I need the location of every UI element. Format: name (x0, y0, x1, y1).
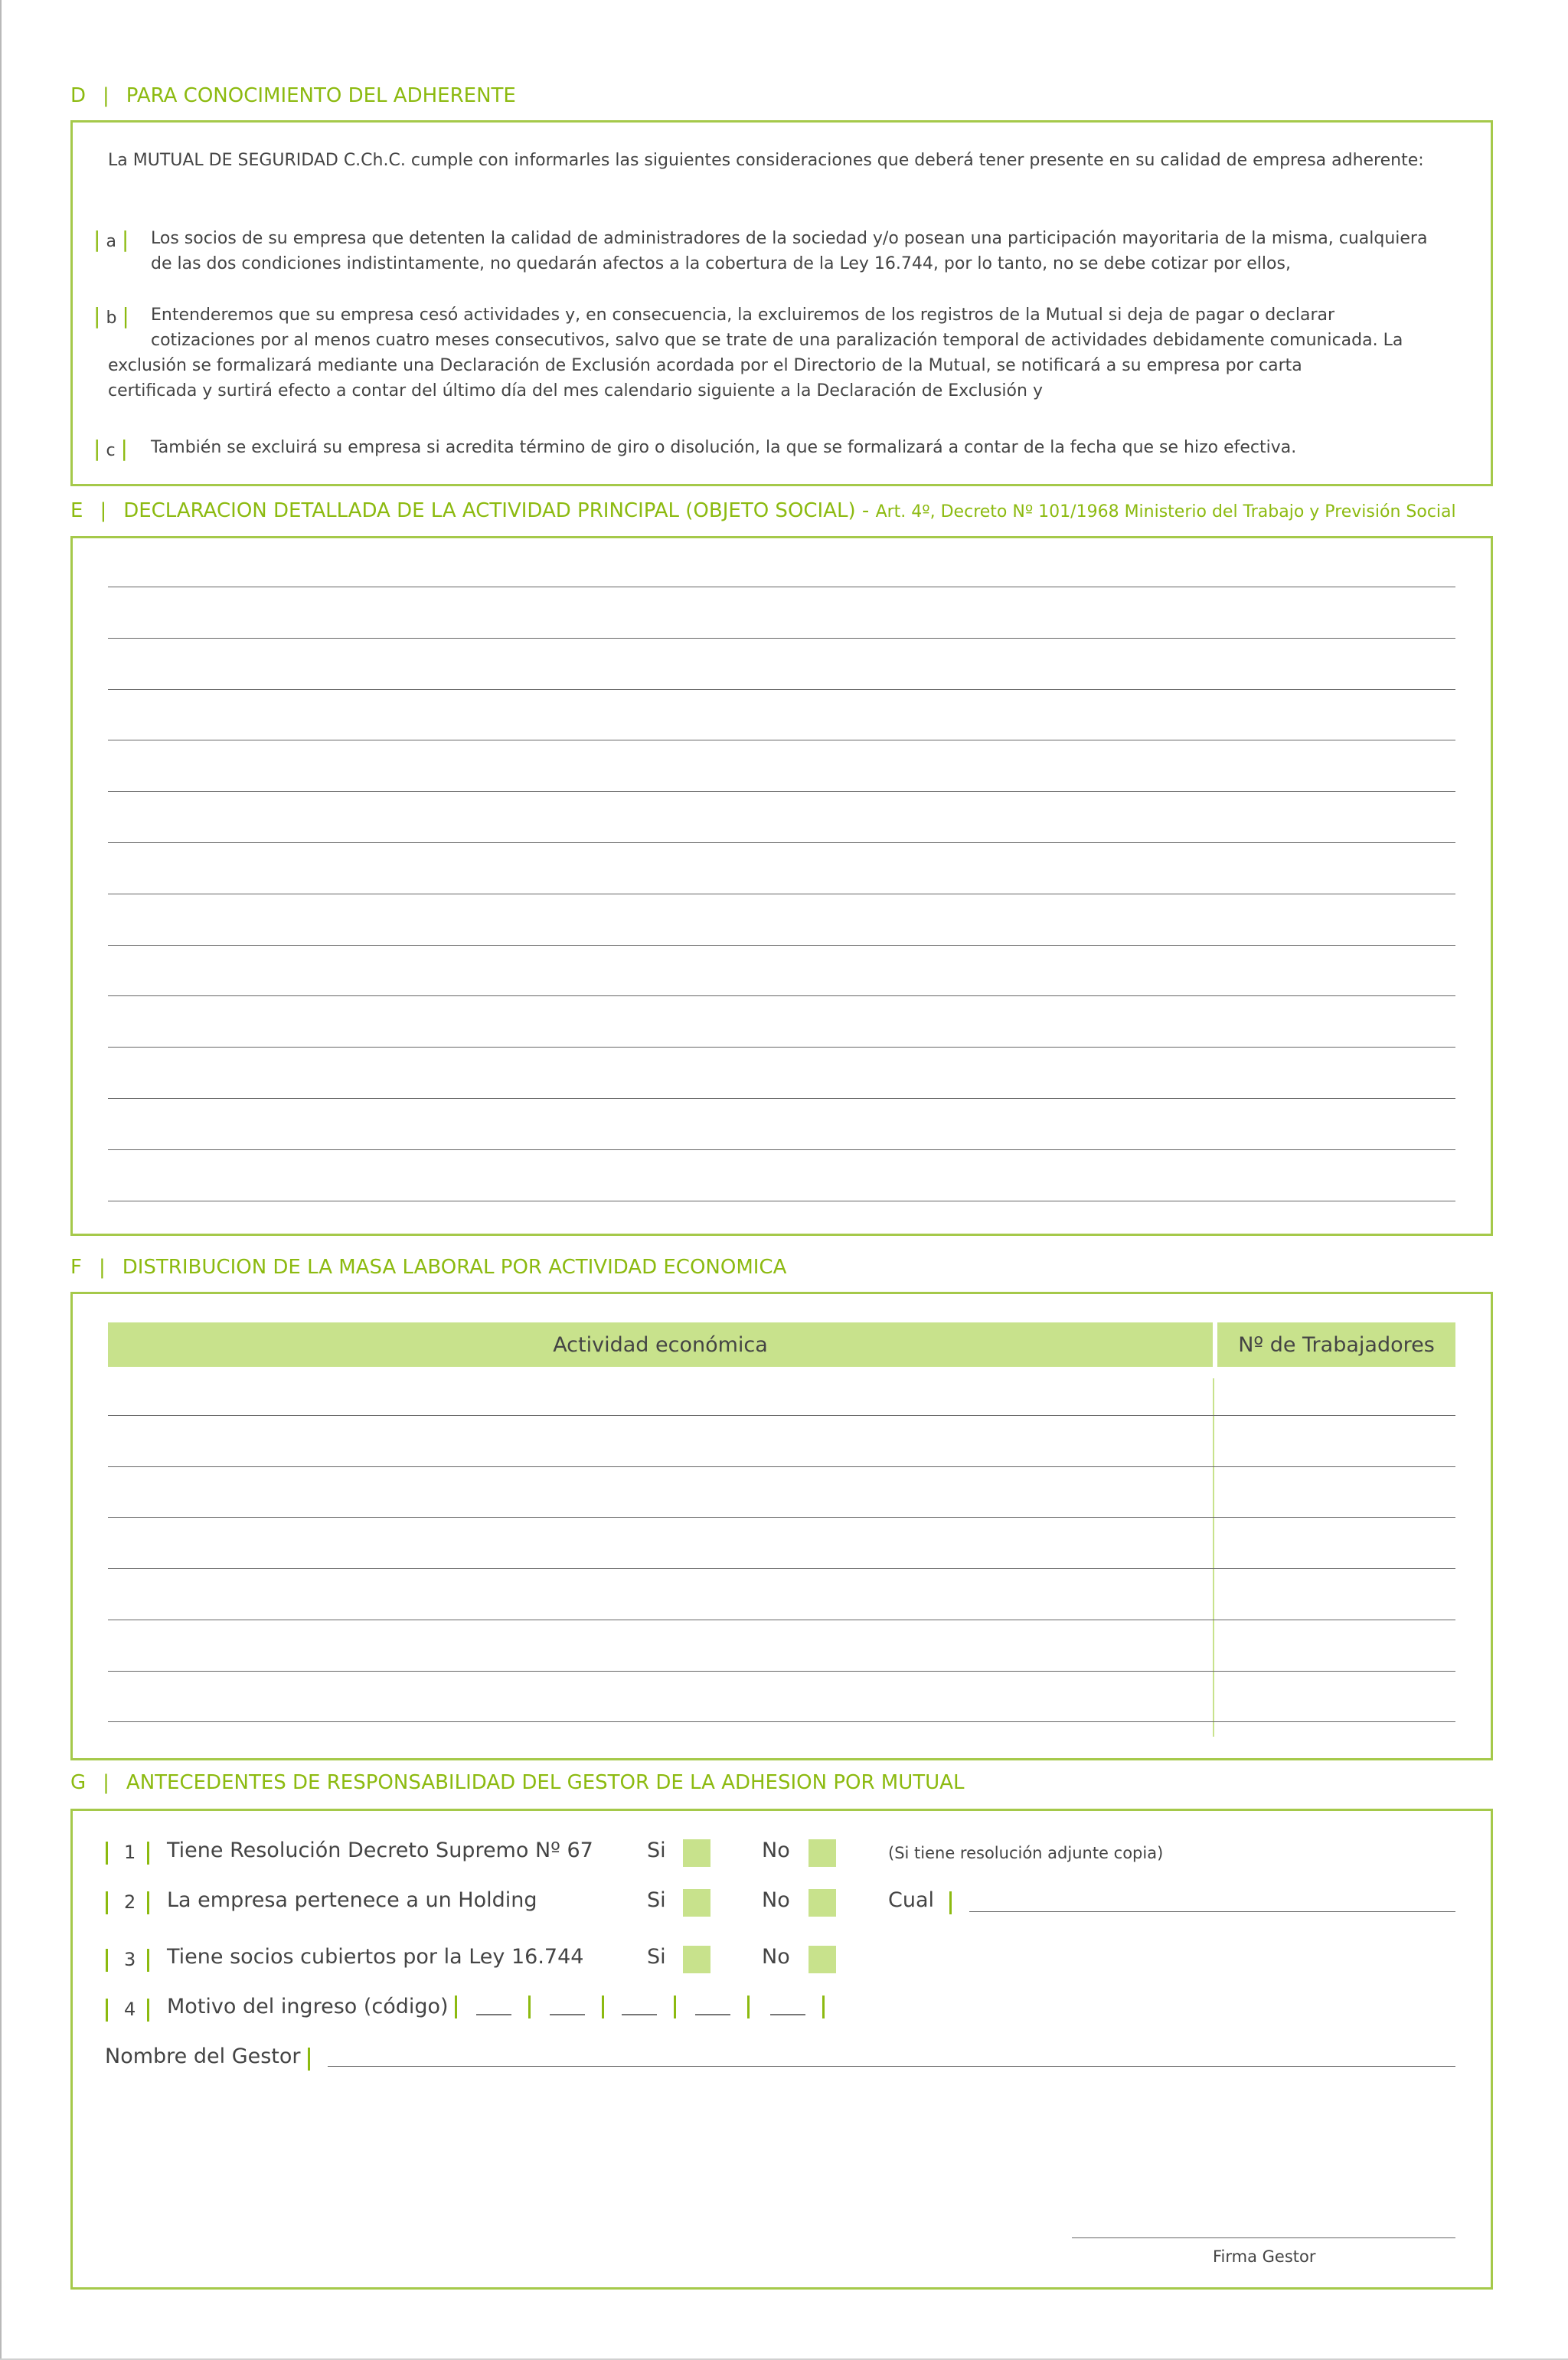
activity-writing-line[interactable] (108, 1098, 1455, 1099)
section-g-title (70, 1771, 964, 1794)
section-d-intro: La MUTUAL DE SEGURIDAD C.Ch.C. cumple con informarles las siguientes consideraciones que deberá tener presente en su calidad de empresa adherente: (108, 151, 1424, 170)
row-2-si-checkbox[interactable] (683, 1889, 710, 1917)
row-3-si-checkbox[interactable] (683, 1946, 710, 1973)
row-2-label: La empresa pertenece a un Holding (167, 1888, 537, 1912)
activity-writing-line[interactable] (108, 842, 1455, 843)
section-f-title (70, 1256, 786, 1279)
activity-writing-line[interactable] (108, 638, 1455, 639)
section-f-heading: DISTRIBUCION DE LA MASA LABORAL POR ACTIVIDAD ECONOMICA (122, 1256, 787, 1279)
row-1-si-checkbox[interactable] (683, 1839, 710, 1867)
section-e-title (70, 499, 1456, 522)
page-edge-left (0, 0, 2, 2360)
table-row[interactable] (108, 1517, 1455, 1518)
activity-writing-line[interactable] (108, 995, 1455, 996)
code-digit-5[interactable] (770, 2014, 805, 2015)
row-1-bar-right (147, 1842, 149, 1865)
activity-writing-line[interactable] (108, 1149, 1455, 1150)
row-4-bar-right (147, 1999, 149, 2022)
item-b-line-3: exclusión se formalizará mediante una Declaración de Exclusión acordada por el Directorio de la Mutual, se notificará a su empresa por carta (108, 356, 1302, 375)
row-4-number: 4 (124, 1999, 136, 2020)
section-e-letter: E (70, 499, 83, 522)
code-bar (528, 1996, 531, 2018)
row-2-no-checkbox[interactable] (808, 1889, 836, 1917)
section-e-heading: DECLARACION DETALLADA DE LA ACTIVIDAD PRINCIPAL (OBJETO SOCIAL) - (123, 499, 870, 522)
section-g-heading: ANTECEDENTES DE RESPONSABILIDAD DEL GESTOR DE LA ADHESION POR MUTUAL (126, 1771, 965, 1794)
item-c-marker: | c | (93, 436, 128, 461)
table-row[interactable] (108, 1671, 1455, 1672)
activity-writing-line[interactable] (108, 945, 1455, 946)
signature-label: Firma Gestor (1213, 2247, 1316, 2266)
row-3-no-checkbox[interactable] (808, 1946, 836, 1973)
row-1-si-label: Si (647, 1839, 666, 1862)
table-row[interactable] (108, 1415, 1455, 1416)
row-2-bar-right (147, 1891, 149, 1914)
row-3-bar-right (147, 1949, 149, 1972)
title-separator: | (98, 1256, 106, 1279)
row-2-number: 2 (124, 1891, 136, 1913)
code-bar (674, 1996, 676, 2018)
item-c-line-1: También se excluirá su empresa si acredita término de giro o disolución, la que se formalizará a contar de la fecha que se hizo efectiva. (151, 438, 1297, 457)
gestor-name-field[interactable] (328, 2066, 1455, 2067)
row-1-no-checkbox[interactable] (808, 1839, 836, 1867)
row-2-no-label: No (762, 1888, 790, 1912)
item-b-line-1: Entenderemos que su empresa cesó actividades y, en consecuencia, la excluiremos de los registros de la Mutual si deja de pagar o declarar (151, 306, 1335, 325)
row-3-label: Tiene socios cubiertos por la Ley 16.744 (167, 1945, 584, 1969)
row-1-note: (Si tiene resolución adjunte copia) (888, 1844, 1164, 1862)
item-a-marker: | a | (93, 227, 129, 252)
gestor-name-bar (308, 2048, 310, 2071)
row-3-bar-left (106, 1949, 108, 1972)
row-1-label: Tiene Resolución Decreto Supremo Nº 67 (167, 1839, 593, 1862)
row-4-label: Motivo del ingreso (código) (167, 1995, 449, 2018)
row-2-cual-label: Cual (888, 1888, 935, 1912)
section-d-box (70, 120, 1493, 486)
column-divider (1213, 1378, 1214, 1737)
code-digit-1[interactable] (476, 2014, 511, 2015)
row-4-bar-left (106, 1999, 108, 2022)
gestor-name-label: Nombre del Gestor (105, 2045, 301, 2068)
code-bar (822, 1996, 825, 2018)
row-3-no-label: No (762, 1945, 790, 1969)
code-bar (455, 1996, 457, 2018)
column-header-workers: Nº de Trabajadores (1217, 1322, 1455, 1367)
section-d-letter: D (70, 84, 87, 107)
code-digit-3[interactable] (622, 2014, 657, 2015)
section-d-heading: PARA CONOCIMIENTO DEL ADHERENTE (126, 84, 516, 107)
row-3-si-label: Si (647, 1945, 666, 1969)
row-2-cual-field[interactable] (969, 1911, 1455, 1912)
row-2-bar-left (106, 1891, 108, 1914)
section-e-box (70, 536, 1493, 1236)
item-a-line-2: de las dos condiciones indistintamente, no quedarán afectos a la cobertura de la Ley 16.744, por lo tanto, no se debe cotizar por ellos, (151, 254, 1291, 273)
item-a-line-1: Los socios de su empresa que detenten la calidad de administradores de la sociedad y/o posean una participación mayoritaria de la misma, cualquiera (151, 229, 1428, 248)
table-row[interactable] (108, 1466, 1455, 1467)
row-2-cual-bar (949, 1891, 952, 1914)
row-1-number: 1 (124, 1842, 136, 1863)
section-f-letter: F (70, 1256, 82, 1279)
code-bar (747, 1996, 750, 2018)
section-g-letter: G (70, 1771, 87, 1794)
signature-line[interactable] (1072, 2237, 1455, 2238)
section-d-title (70, 84, 516, 107)
code-digit-2[interactable] (550, 2014, 585, 2015)
table-row[interactable] (108, 1568, 1455, 1569)
code-digit-4[interactable] (695, 2014, 730, 2015)
row-1-no-label: No (762, 1839, 790, 1862)
title-separator: | (103, 84, 109, 107)
title-separator: | (103, 1771, 109, 1794)
activity-writing-line[interactable] (108, 1047, 1455, 1048)
item-b-line-4: certificada y surtirá efecto a contar del último día del mes calendario siguiente a la Declaración de Exclusión y (108, 381, 1043, 400)
activity-writing-line[interactable] (108, 689, 1455, 690)
row-3-number: 3 (124, 1949, 136, 1970)
activity-writing-line[interactable] (108, 791, 1455, 792)
code-bar (602, 1996, 604, 2018)
row-2-si-label: Si (647, 1888, 666, 1912)
item-b-marker: | b | (93, 303, 129, 329)
item-b-line-2: cotizaciones por al menos cuatro meses consecutivos, salvo que se trate de una paralización temporal de actividades debidamente comunicada. La (151, 331, 1403, 350)
table-row[interactable] (108, 1721, 1455, 1722)
section-e-note: Art. 4º, Decreto Nº 101/1968 Ministerio del Trabajo y Previsión Social (875, 502, 1456, 521)
title-separator: | (100, 499, 107, 522)
row-1-bar-left (106, 1842, 108, 1865)
column-header-activity: Actividad económica (108, 1322, 1213, 1367)
